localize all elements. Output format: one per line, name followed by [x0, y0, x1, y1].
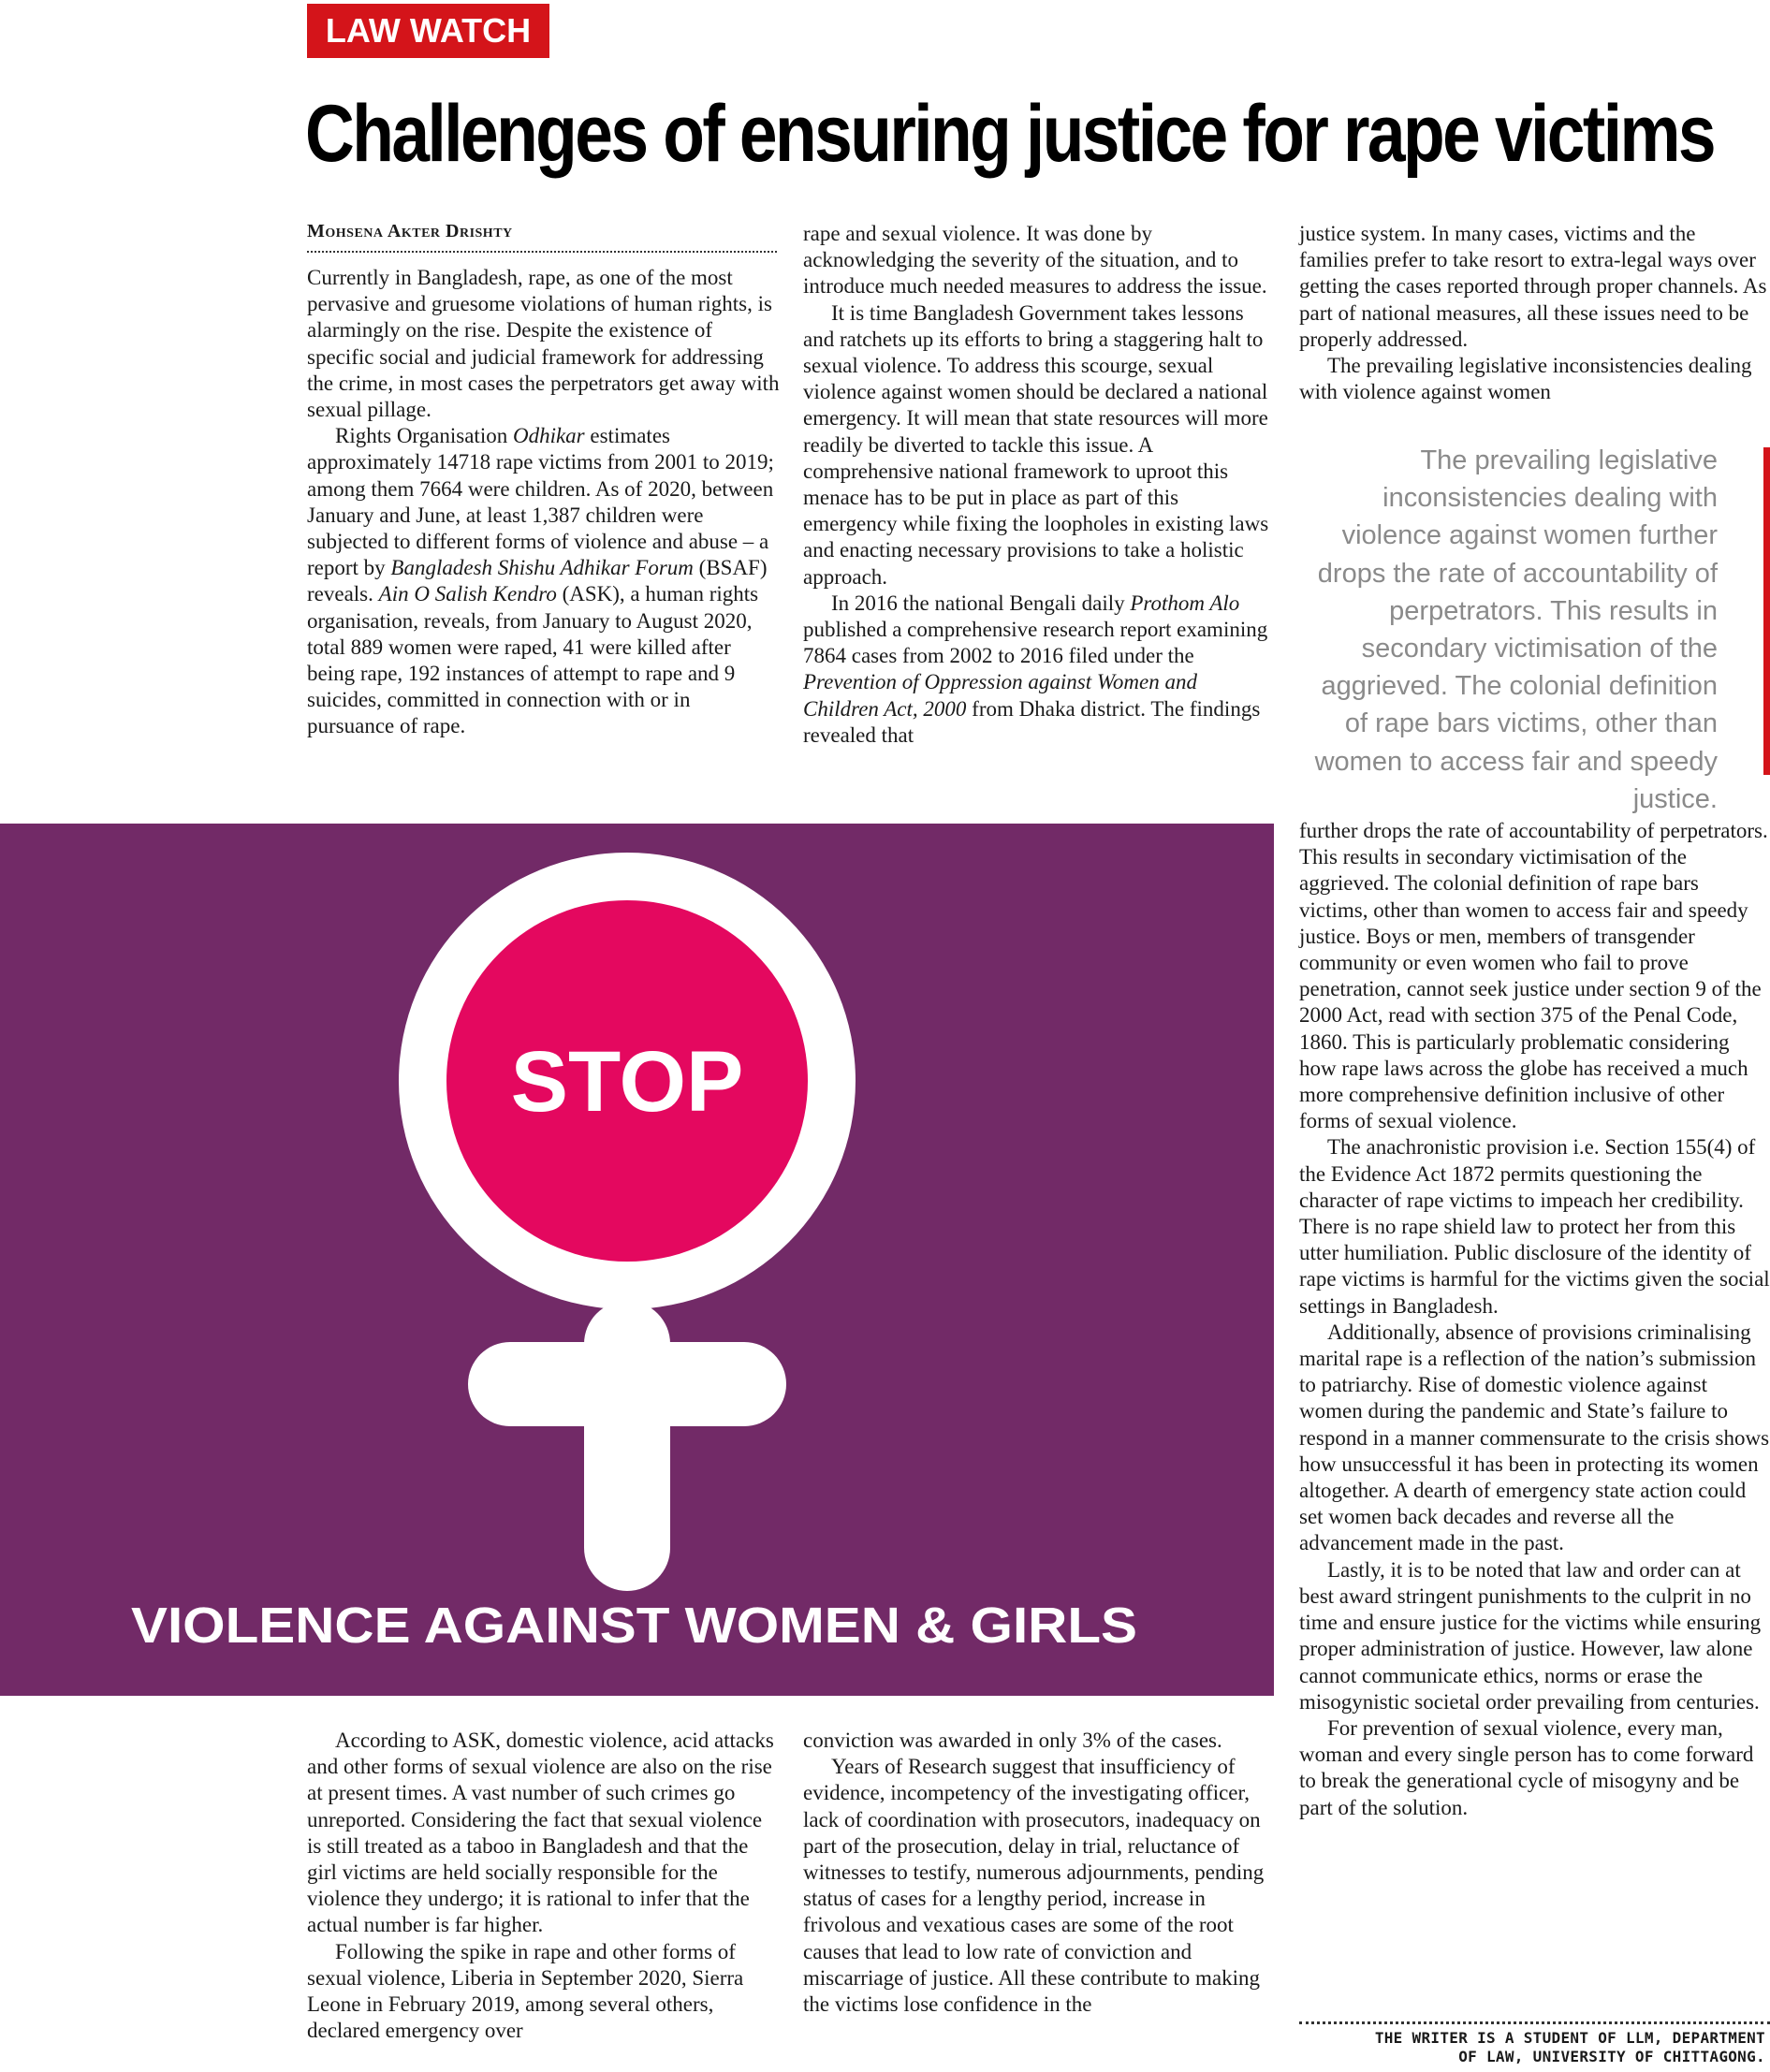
column-5: [803, 1728, 1276, 2018]
pull-quote-bar: [1763, 447, 1770, 775]
paragraph: For prevention of sexual violence, every man, woman and every single person has to come forward to break the generational cycle of misogyny and be part of the solution.: [1299, 1715, 1754, 1819]
column-4: [307, 1728, 780, 2044]
column-1: [307, 265, 780, 740]
paragraph: The prevailing legislative inconsistencies dealing with violence against women: [1299, 354, 1752, 404]
image-caption: VIOLENCE AGAINST WOMEN & GIRLS: [131, 1598, 1137, 1654]
female-symbol-icon: [0, 824, 1274, 1696]
pull-quote: The prevailing legislative inconsistencies dealing with violence against women further drops the rate of accountability of perpetrators. This results in secondary victimisation of the aggrieved. The colonial definition of rape bars victims, other than women to access fair and speedy justice.: [1314, 445, 1718, 814]
paragraph: rape and sexual violence. It was done by acknowledging the severity of the situation, and to introduce much needed measures to address the issue.: [803, 222, 1267, 299]
footer-divider: [1299, 2021, 1770, 2024]
female-symbol-crossbar: [468, 1342, 786, 1426]
column-2: [803, 221, 1276, 749]
section-tag: LAW WATCH: [307, 4, 549, 58]
paragraph: justice system. In many cases, victims and the families prefer to take resort to extra-legal ways over getting the cases reported through proper channels. As part of national measures, all these issues need to be properly addressed.: [1299, 222, 1767, 351]
author-note-line: OF LAW, UNIVERSITY OF CHITTAGONG.: [1458, 2048, 1765, 2065]
byline: Mohsena Akter Drishty: [307, 221, 513, 241]
paragraph: Rights Organisation Odhikar estimates approximately 14718 rape victims from 2001 to 2019; among them 7664 were children. As of 2020, between January and June, at least 1,387 children were subjected to different forms of violence and abuse – a report by Bangladesh Shishu Adhikar Forum (BSAF) reveals. Ain O Salish Kendro (ASK), a human rights organisation, reveals, from January to August 2020, total 889 women were raped, 41 were killed after being rape, 192 instances of attempt to rape and 9 suicides, committed in connection with or in pursuance of rape.: [307, 424, 774, 738]
column-3-bottom: [1299, 818, 1770, 1821]
paragraph: further drops the rate of accountability of perpetrators. This results in secondary victimisation of the aggrieved. The colonial definition of rape bars victims, other than women to access fair and speedy justice. Boys or men, members of transgender community or even women who fail to prove penetration, cannot seek justice under section 9 of the 2000 Act, read with section 375 of the Penal Code, 1860. This is particularly problematic considering how rape laws across the globe has received a much more comprehensive definition inclusive of other forms of sexual violence.: [1299, 819, 1768, 1133]
stop-text: STOP: [510, 1034, 744, 1130]
paragraph: Following the spike in rape and other forms of sexual violence, Liberia in September 2020, Sierra Leone in February 2019, among several others, declared emergency over: [307, 1939, 744, 2043]
stop-violence-image: [0, 824, 1274, 1696]
headline: Challenges of ensuring justice for rape victims: [305, 89, 1715, 179]
author-note-line: THE WRITER IS A STUDENT OF LLM, DEPARTMENT: [1374, 2029, 1765, 2047]
paragraph: conviction was awarded in only 3% of the cases.: [803, 1729, 1222, 1752]
paragraph: The anachronistic provision i.e. Section 155(4) of the Evidence Act 1872 permits questioning the character of rape victims to impeach her credibility. There is no rape shield law to protect her from this utter humiliation. Public disclosure of the identity of rape victims is harmful for the victims given the social settings in Bangladesh.: [1299, 1135, 1770, 1318]
paragraph: Years of Research suggest that insufficiency of evidence, incompetency of the investigating officer, lack of coordination with prosecutors, inadequacy on part of the prosecution, delay in trial, reluctance of witnesses to testify, numerous adjournments, pending status of cases for a lengthy period, increase in frivolous and vexatious cases are some of the root causes that lead to low rate of conviction and miscarriage of justice. All these contribute to making the victims lose confidence in the: [803, 1755, 1265, 2017]
paragraph: It is time Bangladesh Government takes lessons and ratchets up its efforts to bring a staggering halt to sexual violence. To address this scourge, sexual violence against women should be declared a national emergency. It will mean that state resources will more readily be diverted to tackle this issue. A comprehensive national framework to uproot this menace has to be put in place as part of this emergency while fixing the loopholes in existing laws and enacting necessary provisions to take a holistic approach.: [803, 300, 1269, 589]
paragraph: Currently in Bangladesh, rape, as one of the most pervasive and gruesome violations of human rights, is alarmingly on the rise. Despite the existence of specific social and judicial framework for addressing the crime, in most cases the perpetrators get away with sexual pillage.: [307, 266, 780, 422]
byline-divider: [307, 251, 777, 253]
paragraph: Lastly, it is to be noted that law and order can at best award stringent punishments to the culprit in no time and ensure justice for the victims while ensuring proper administration of justice. However, law alone cannot communicate ethics, norms or erase the misogynistic societal order prevailing from centuries.: [1299, 1557, 1762, 1714]
column-3-top: [1299, 221, 1770, 405]
paragraph: Additionally, absence of provisions criminalising marital rape is a reflection of the nation’s submission to patriarchy. Rise of domestic violence against women during the pandemic and State’s failure to respond in a manner commensurate to the crisis shows how unsuccessful it has been in protecting its women altogether. A dearth of emergency state action could set women back decades and reverse all the advancement made in the past.: [1299, 1320, 1770, 1555]
paragraph: In 2016 the national Bengali daily Prothom Alo published a comprehensive research report examining 7864 cases from 2002 to 2016 filed under the Prevention of Oppression against Women and Children Act, 2000 from Dhaka district. The findings revealed that: [803, 591, 1268, 747]
author-note: [1299, 2029, 1765, 2066]
paragraph: According to ASK, domestic violence, acid attacks and other forms of sexual violence are also on the rise at present times. A vast number of such crimes go unreported. Considering the fact that sexual violence is still treated as a taboo in Bangladesh and that the girl victims are held socially responsible for the violence they undergo; it is rational to infer that the actual number is far higher.: [307, 1729, 774, 1937]
